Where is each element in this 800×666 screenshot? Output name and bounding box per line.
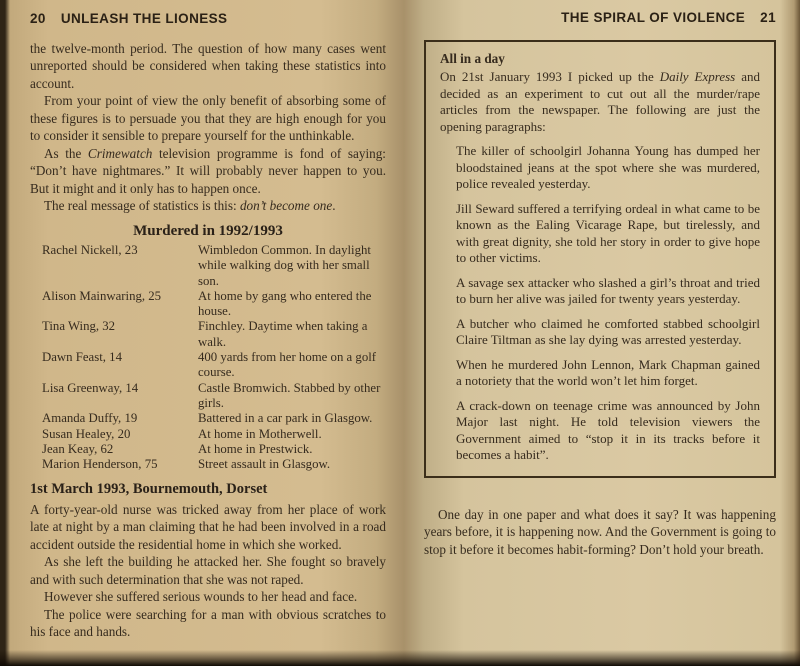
paragraph: As the Crimewatch television programme is fond of saying: “Don’t have nightmares.” It will probably never happen to you. But it might and it only has to happen once.: [30, 145, 386, 196]
victim-detail: At home by gang who entered the house.: [198, 288, 372, 319]
newspaper-quote: A crack-down on teenage crime was announced by John Major last night. He told television viewers the Government aimed to “stop it in its tracks before it becomes a habit”.: [456, 397, 760, 462]
victim-name: Alison Mainwaring, 25: [42, 288, 162, 303]
paragraph: the twelve-month period. The question of how many cases went unreported should be considered when taking these statistics into account.: [30, 40, 386, 91]
paragraph: The police were searching for a man with obvious scratches to his face and hands.: [30, 606, 386, 640]
box-heading: All in a day: [440, 50, 505, 66]
victim-detail: Street assault in Glasgow.: [198, 457, 331, 472]
newspaper-quote: A butcher who claimed he comforted stabbed schoolgirl Claire Tiltman as she lay dying was arrested yesterday.: [456, 315, 760, 347]
left-running-head: [30, 10, 386, 28]
victim-detail: Wimbledon Common. In daylight while walking dog with her small son.: [198, 243, 371, 288]
victim-detail: 400 yards from her home on a golf course.: [198, 350, 377, 380]
all-in-a-day-box: [424, 40, 776, 478]
paragraph: The real message of statistics is this: don’t become one.: [44, 198, 336, 213]
box-intro-paragraph: On 21st January 1993 I picked up the Daily Express and decided as an experiment to cut out all the murder/rape articles from the newspaper. The following are just the opening paragraphs:: [440, 69, 760, 134]
newspaper-quote: Jill Seward suffered a terrifying ordeal in what came to be known as the Ealing Vicarage Rape, but tirelessly, and with great dignity, she told her story in order to give hope to other victims.: [456, 200, 760, 265]
page-bottom-edge-shadow: [0, 650, 800, 666]
victim-detail: Battered in a car park in Glasgow.: [198, 411, 373, 426]
victim-name: Rachel Nickell, 23: [42, 243, 138, 257]
left-intro-paragraphs: [30, 40, 386, 215]
newspaper-quote: When he murdered John Lennon, Mark Chapman gained a notoriety that the world won’t let him forget.: [456, 356, 760, 388]
murder-list-heading: Murdered in 1992/1993: [133, 222, 283, 239]
incident-heading: 1st March 1993, Bournemouth, Dorset: [30, 481, 268, 498]
right-running-head: [424, 10, 776, 27]
closing-paragraph: One day in one paper and what does it say? It was happening years before, it is happening now. And the Government is going to stop it before it becomes habit-forming? Don’t hold your breath.: [424, 506, 776, 557]
left-header-title: UNLEASH THE LIONESS: [60, 11, 228, 26]
newspaper-quotes: [440, 143, 760, 464]
victim-list: [30, 243, 386, 472]
page-left: [30, 10, 386, 641]
victim-name: Tina Wing, 32: [42, 319, 116, 334]
newspaper-quote: The killer of schoolgirl Johanna Young has dumped her bloodstained jeans at the spot where she was murdered, police revealed yesterday.: [456, 143, 760, 191]
right-header-title: THE SPIRAL OF VIOLENCE: [561, 10, 746, 25]
page-right: [424, 10, 776, 558]
victim-detail: Castle Bromwich. Stabbed by other girls.: [198, 380, 381, 410]
paragraph: A forty-year-old nurse was tricked away from her place of work late at night by a man claiming that he had been involved in a road accident outside the residential home in which she worked.: [30, 501, 386, 552]
paragraph: However she suffered serious wounds to her head and face.: [44, 589, 358, 605]
victim-name: Jean Keay, 62: [42, 441, 114, 456]
victim-detail: At home in Prestwick.: [198, 441, 313, 456]
incident-paragraphs: [30, 501, 386, 641]
right-page-number: 21: [760, 10, 776, 25]
paragraph: As she left the building he attacked her. She fought so bravely and with such determination that she was not raped.: [30, 554, 386, 587]
newspaper-quote: A savage sex attacker who slashed a girl’s throat and tried to burn her alive was jailed for twenty years yesterday.: [456, 274, 760, 306]
victim-name: Lisa Greenway, 14: [42, 380, 139, 395]
victim-detail: Finchley. Daytime when taking a walk.: [198, 319, 368, 349]
victim-detail: At home in Motherwell.: [198, 426, 322, 441]
victim-name: Marion Henderson, 75: [42, 457, 158, 472]
victim-name: Dawn Feast, 14: [42, 350, 122, 365]
paragraph: From your point of view the only benefit of absorbing some of these figures is to persuade you that they are high enough for you to consider it sensible to prepare yourself for the unthinkable.: [30, 93, 386, 143]
left-page-number: 20: [30, 11, 46, 26]
victim-name: Amanda Duffy, 19: [42, 411, 138, 426]
victim-name: Susan Healey, 20: [42, 426, 131, 441]
